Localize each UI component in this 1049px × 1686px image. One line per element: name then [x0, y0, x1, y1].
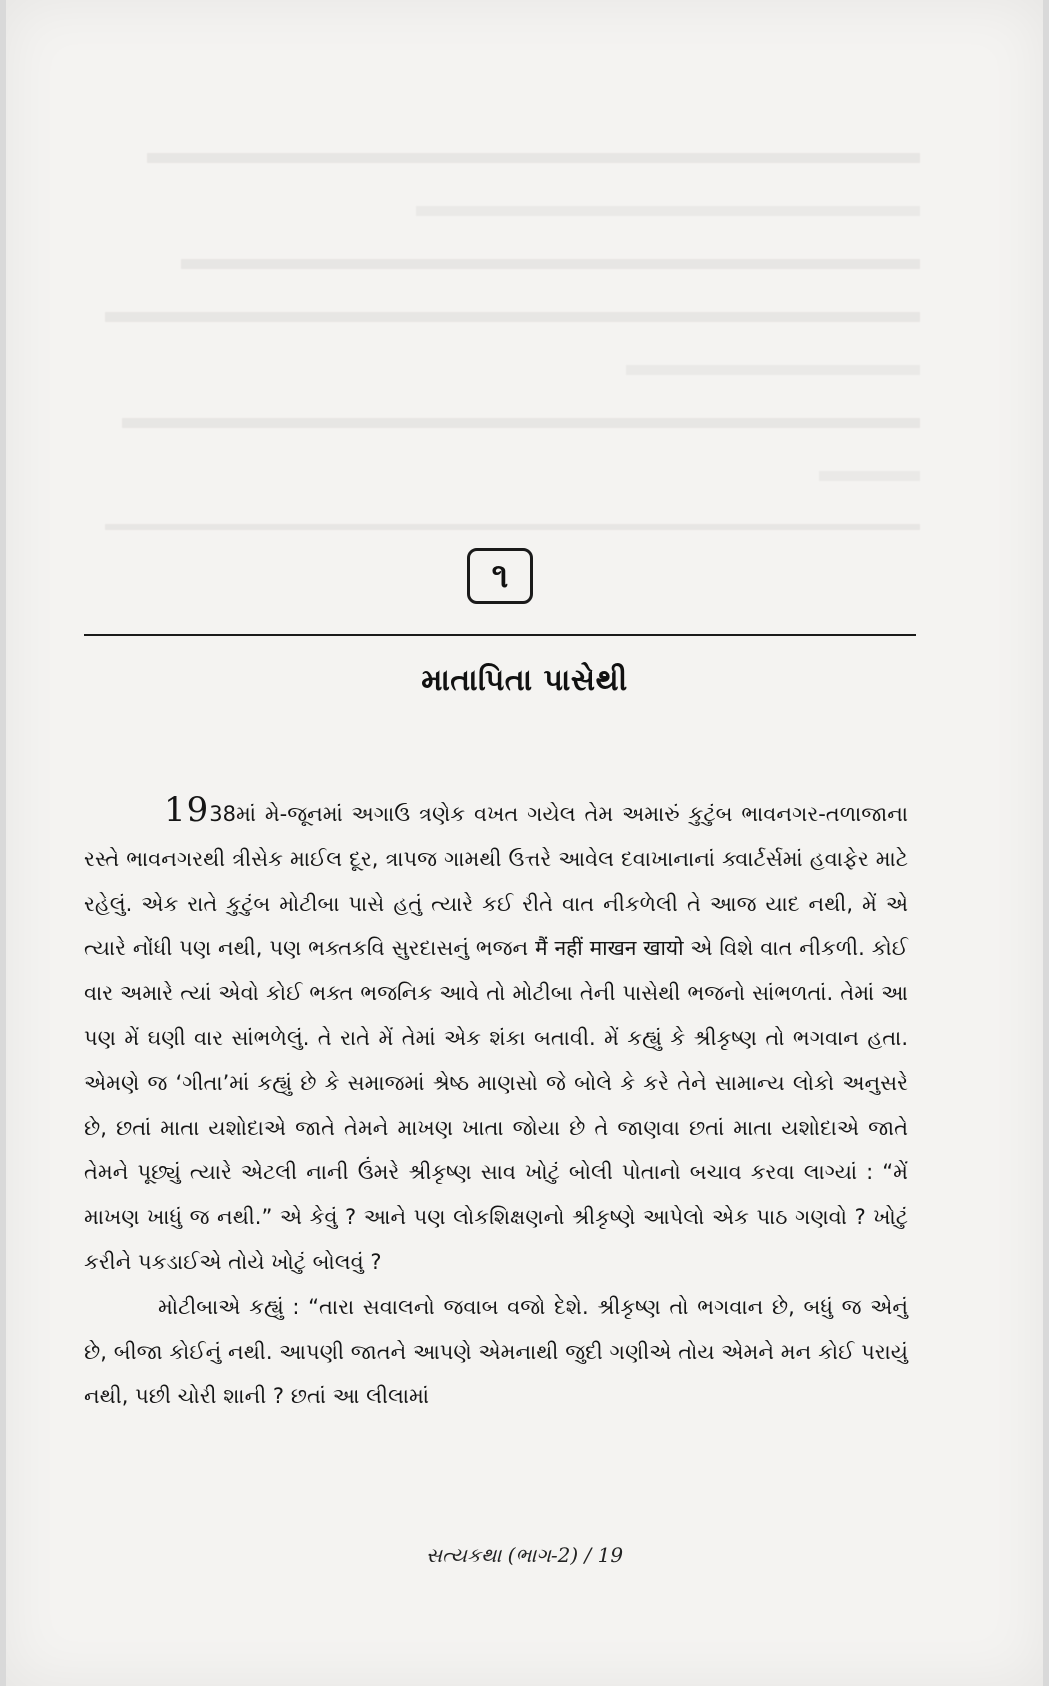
chapter-title: માતાપિતા પાસેથી	[421, 663, 628, 698]
chapter-number-box	[467, 548, 533, 604]
chapter-body	[84, 788, 908, 1419]
paragraph-1	[84, 788, 908, 1285]
chapter-number: ૧	[491, 556, 509, 596]
page-footer: સત્યકથા (ભાગ-2) / 19	[425, 1543, 624, 1567]
book-page	[6, 0, 1043, 1686]
paragraph-2: મોટીબાએ કહ્યું : “તારા સવાલનો જવાબ વજો દેશે. શ્રીકૃષ્ણ તો ભગવાન છે, બધું જ એનું છે, બીજા કોઈનું નથી. આપણી જાતને આપણે એમનાથી જુદી ગણીએ તોય એમને મન કોઈ પરાયું નથી, પછી ચોરી શાની ? છતાં આ લીલામાં	[84, 1294, 908, 1409]
show-through-texture	[80, 110, 920, 530]
paragraph-1-text: 38માં મે-જૂનમાં અગાઉ ત્રણેક વખત ગયેલ તેમ અમારું કુટુંબ ભાવનગર-તળાજાના રસ્તે ભાવનગરથી ત્રીસેક માઈલ દૂર, ત્રાપજ ગામથી ઉત્તરે આવેલ દવાખાનાનાં ક્વાર્ટર્સમાં હવાફેર માટે રહેલું. એક રાતે કુટુંબ મોટીબા પાસે હતું ત્યારે કઈ રીતે વાત નીકળેલી તે આજ યાદ નથી, મેં એ ત્યારે નોંધી પણ નથી, પણ ભક્તકવિ સુરદાસનું ભજન मैं नहीं माखन खायो એ વિશે વાત નીકળી. કોઈ વાર અમારે ત્યાં એવો કોઈ ભક્ત ભજનિક આવે તો મોટીબા તેની પાસેથી ભજનો સાંભળતાં. તેમાં આ પણ મેં ઘણી વાર સાંભળેલું. તે રાતે મેં તેમાં એક શંકા બતાવી. મેં કહ્યું કે શ્રીકૃષ્ણ તો ભગવાન હતા. એમણે જ ‘ગીતા’માં કહ્યું છે કે સમાજમાં શ્રેષ્ઠ માણસો જે બોલે કે કરે તેને સામાન્ય લોકો અનુસરે છે, છતાં માતા યશોદાએ જાતે તેમને માખણ ખાતા જોયા છે તે જાણવા છતાં માતા યશોદાએ જાતે તેમને પૂછ્યું ત્યારે એટલી નાની ઉંમરે શ્રીકૃષ્ણ સાવ ખોટું બોલી પોતાનો બચાવ કરવા લાગ્યાં : “મેં માખણ ખાધું જ નથી.” એ કેવું ? આને પણ લોકશિક્ષણનો શ્રીકૃષ્ણે આપેલો એક પાઠ ગણવો ? ખોટું કરીને પકડાઈએ તોયે ખોટું બોલવું ?	[84, 802, 908, 1274]
year-initial: 19	[164, 790, 210, 830]
chapter-divider	[84, 634, 916, 636]
